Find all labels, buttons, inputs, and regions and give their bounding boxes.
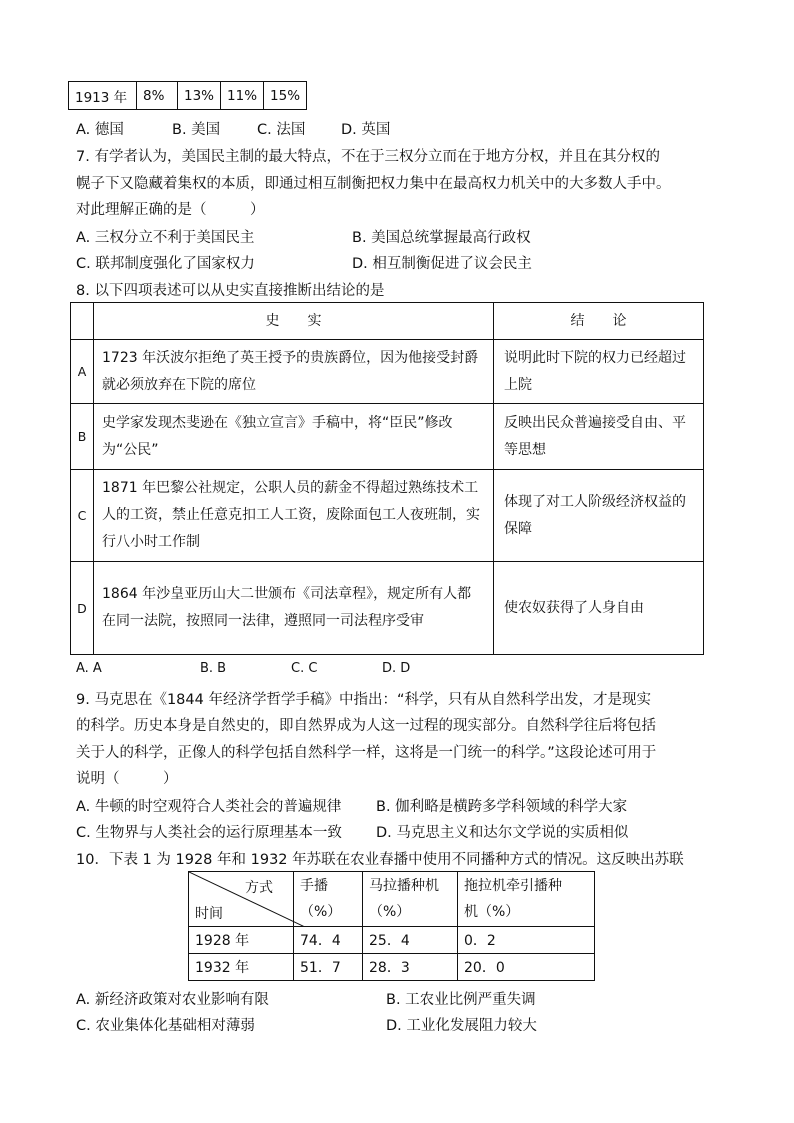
- table-cell: 8%: [137, 82, 178, 110]
- q6-option-a: A. 德国: [76, 122, 124, 138]
- table-header-row: [71, 303, 704, 340]
- q9-option-a: A. 牛顿的时空观符合人类社会的普遍规律: [76, 799, 342, 815]
- q10-table: [188, 871, 595, 981]
- q7-option-b: B. 美国总统掌握最高行政权: [352, 230, 531, 246]
- table-cell: 25．4: [363, 927, 458, 954]
- row-conclusion: 说明此时下院的权力已经超过上院: [494, 340, 704, 404]
- header-time-label: 时间: [195, 906, 223, 922]
- q6-option-b: B. 美国: [172, 122, 221, 138]
- q8-table: [70, 302, 704, 655]
- q10-option-b: B. 工农业比例严重失调: [386, 992, 536, 1008]
- header-blank-cell: [71, 303, 94, 340]
- table-cell: 20．0: [458, 954, 595, 981]
- table-cell: 1913 年: [69, 82, 137, 110]
- table-cell: 28．3: [363, 954, 458, 981]
- header-conclusion: 结 论: [494, 303, 704, 340]
- table-cell: 51．7: [294, 954, 363, 981]
- q9-stem-line3: 关于人的科学，正像人的科学包括自然科学一样，这将是一门统一的科学。”这段论述可用于: [76, 745, 657, 761]
- q9-stem-line1: 9. 马克思在《1844 年经济学哲学手稿》中指出：“科学，只有从自然科学出发，才是现实: [76, 692, 651, 708]
- row-label: B: [71, 404, 94, 470]
- q7-option-a: A. 三权分立不利于美国民主: [76, 230, 255, 246]
- q7-option-c: C. 联邦制度强化了国家权力: [76, 256, 255, 272]
- q8-option-a: A. A: [76, 661, 102, 676]
- row-fact: 1723 年沃波尔拒绝了英王授予的贵族爵位，因为他接受封爵就必须放弃在下院的席位: [94, 340, 494, 404]
- q9-option-b: B. 伽利略是横跨多学科领域的科学大家: [376, 799, 628, 815]
- table-row: [71, 470, 704, 562]
- row-conclusion: 体现了对工人阶级经济权益的保障: [494, 470, 704, 562]
- q8-option-d: D. D: [382, 661, 411, 676]
- table-cell: 1932 年: [189, 954, 294, 981]
- table-cell: 1928 年: [189, 927, 294, 954]
- q7-stem-line2: 幌子下又隐藏着集权的本质，即通过相互制衡把权力集中在最高权力机关中的大多数人手中。: [76, 176, 671, 192]
- table-row: [71, 340, 704, 404]
- table-cell: 15%: [264, 82, 307, 110]
- q6-option-d: D. 英国: [341, 122, 391, 138]
- table-header-row: [189, 872, 595, 927]
- table-cell: 11%: [221, 82, 264, 110]
- table-row: [71, 404, 704, 470]
- q9-option-d: D. 马克思主义和达尔文学说的实质相似: [376, 825, 629, 841]
- table-row: [189, 954, 595, 981]
- row-fact: 1871 年巴黎公社规定，公职人员的薪金不得超过熟练技术工人的工资，禁止任意克扣工人工资，废除面包工人夜班制，实行八小时工作制: [94, 470, 494, 562]
- q6-option-c: C. 法国: [257, 122, 306, 138]
- column-header: 马拉播种机 （%）: [363, 872, 458, 927]
- q7-option-d: D. 相互制衡促进了议会民主: [352, 256, 532, 272]
- q9-stem-line2: 的科学。历史本身是自然史的，即自然界成为人这一过程的现实部分。自然科学往后将包括: [76, 718, 656, 734]
- row-conclusion: 反映出民众普遍接受自由、平等思想: [494, 404, 704, 470]
- table-cell: 13%: [178, 82, 221, 110]
- row-label: A: [71, 340, 94, 404]
- q6-data-table: [68, 81, 307, 110]
- row-fact: 史学家发现杰斐逊在《独立宣言》手稿中，将“臣民”修改为“公民”: [94, 404, 494, 470]
- q8-option-c: C. C: [291, 661, 318, 676]
- table-cell: 74．4: [294, 927, 363, 954]
- header-fact: 史 实: [94, 303, 494, 340]
- table-row: [71, 562, 704, 655]
- q7-stem-line3: 对此理解正确的是（ ）: [76, 202, 265, 218]
- q10-option-a: A. 新经济政策对农业影响有限: [76, 992, 269, 1008]
- q10-option-c: C. 农业集体化基础相对薄弱: [76, 1018, 255, 1034]
- q10-stem: 10．下表 1 为 1928 年和 1932 年苏联在农业春播中使用不同播种方式的情况。这反映出苏联: [76, 852, 684, 868]
- row-conclusion: 使农奴获得了人身自由: [494, 562, 704, 655]
- q10-option-d: D. 工业化发展阻力较大: [386, 1018, 537, 1034]
- row-fact: 1864 年沙皇亚历山大二世颁布《司法章程》，规定所有人都在同一法院，按照同一法律，遵照同一司法程序受审: [94, 562, 494, 655]
- table-cell: 0．2: [458, 927, 595, 954]
- diagonal-header-cell: [189, 872, 294, 927]
- q8-option-b: B. B: [200, 661, 227, 676]
- q8-stem: 8. 以下四项表述可以从史实直接推断出结论的是: [76, 283, 385, 299]
- row-label: C: [71, 470, 94, 562]
- q7-stem-line1: 7. 有学者认为，美国民主制的最大特点，不在于三权分立而在于地方分权，并且在其分权的: [76, 149, 660, 165]
- q9-option-c: C. 生物界与人类社会的运行原理基本一致: [76, 825, 342, 841]
- column-header: 拖拉机牵引播种 机（%）: [458, 872, 595, 927]
- header-method-label: 方式: [245, 880, 273, 896]
- column-header: 手播 （%）: [294, 872, 363, 927]
- table-row: [189, 927, 595, 954]
- q9-stem-line4: 说明（ ）: [76, 771, 178, 787]
- row-label: D: [71, 562, 94, 655]
- table-row: [69, 82, 307, 110]
